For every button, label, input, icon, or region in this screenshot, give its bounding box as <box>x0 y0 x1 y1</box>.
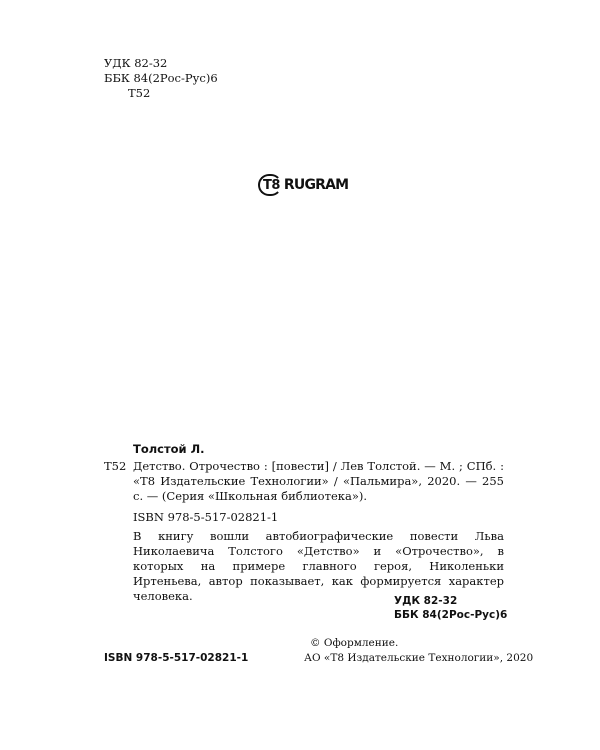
footer-classification-codes <box>394 594 507 622</box>
record-isbn: ISBN 978-5-517-02821-1 <box>133 510 279 524</box>
t8-logo-icon: T8 <box>258 174 282 196</box>
annotation: В книгу вошли автобиографические повести Льва Николаевича Толстого «Детство» и «Отрочество», в которых на примере главного героя, Николеньки Иртеньева, автор показывает, как формируется характер человека. <box>133 529 504 603</box>
copyright-line-1: © Оформление. <box>310 637 399 649</box>
record-mark: Т52 <box>104 459 127 473</box>
footer-udk-code: УДК 82-32 <box>394 595 458 607</box>
bibliographic-record <box>104 442 504 604</box>
author-heading: Толстой Л. <box>133 442 205 456</box>
author-mark: Т52 <box>128 86 151 100</box>
logo-brand-text: RUGRAM <box>283 177 349 193</box>
publisher-logo <box>258 172 348 198</box>
footer-isbn: ISBN 978-5-517-02821-1 <box>104 652 249 664</box>
copyright-notice <box>304 636 533 666</box>
description-row <box>104 459 504 504</box>
bibliographic-description: Детство. Отрочество : [повести] / Лев Толстой. — М. ; СПб. : «Т8 Издательские Технологии» / «Пальмира», 2020. — 255 с. — (Серия «Школьная библиотека»). <box>133 459 504 503</box>
udk-code: УДК 82-32 <box>104 56 168 70</box>
bbk-code: ББК 84(2Рос-Рус)6 <box>104 71 218 85</box>
header-classification-codes <box>104 56 218 101</box>
copyright-line-2: АО «Т8 Издательские Технологии», 2020 <box>304 652 534 664</box>
footer-bbk-code: ББК 84(2Рос-Рус)6 <box>394 609 508 621</box>
